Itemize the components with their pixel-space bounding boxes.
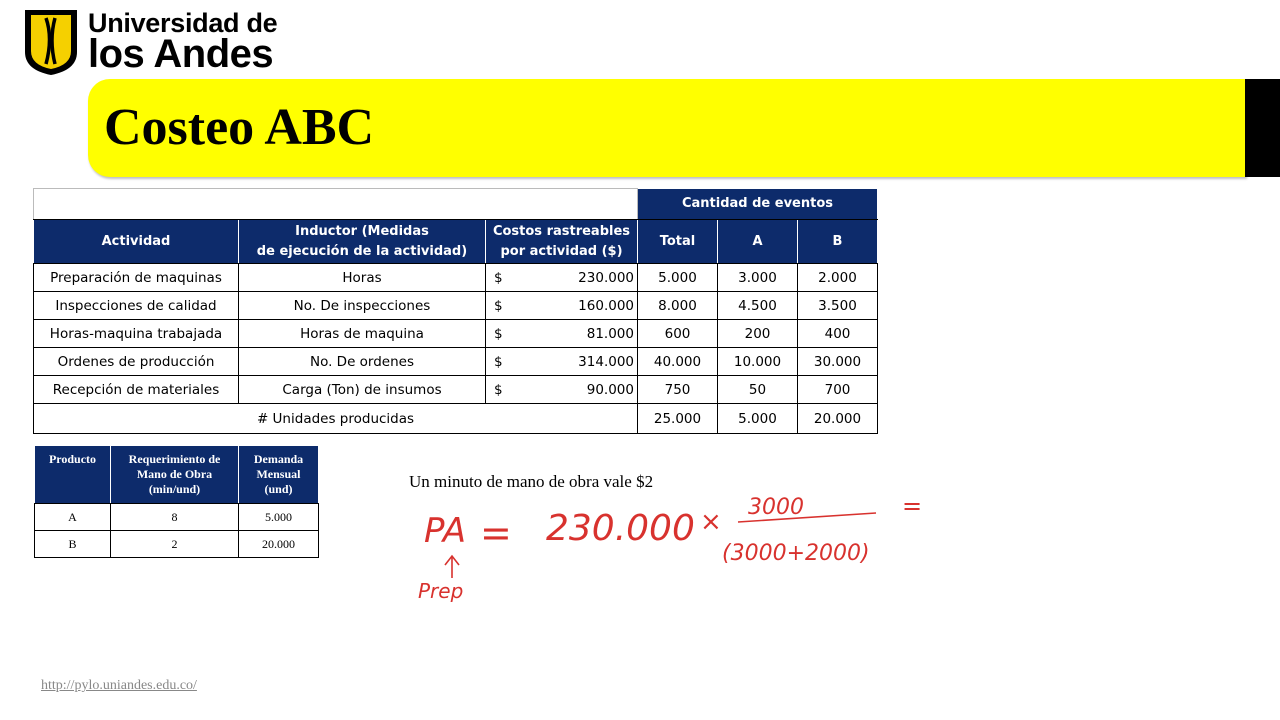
ink-lhs: PA	[424, 511, 467, 551]
col-header-b: B	[798, 220, 878, 264]
cell-actividad: Preparación de maquinas	[34, 264, 239, 292]
req-header-line-3: (min/und)	[148, 482, 201, 496]
cell-producto: B	[35, 531, 111, 558]
cell-inductor: No. De inspecciones	[239, 292, 486, 320]
cell-b: 3.500	[798, 292, 878, 320]
inductor-header-line-1: Inductor (Medidas	[295, 223, 429, 239]
cell-total: 750	[638, 376, 718, 404]
dem-header-line-3: (und)	[264, 482, 293, 496]
cell-a: 50	[718, 376, 798, 404]
logo-line-1: Universidad de	[88, 8, 278, 38]
ink-equals-2: =	[902, 492, 923, 520]
cell-inductor: Horas	[239, 264, 486, 292]
cell-producto: A	[35, 504, 111, 531]
cost-value: 230.000	[578, 269, 634, 286]
footer-url-link[interactable]: http://pylo.uniandes.edu.co/	[41, 678, 197, 693]
ink-numerator: 3000	[748, 495, 804, 520]
ink-times: ×	[700, 507, 722, 537]
cell-b: 20.000	[798, 404, 878, 434]
currency-sign: $	[494, 325, 503, 342]
cell-requerimiento: 2	[111, 531, 239, 558]
cell-total: 25.000	[638, 404, 718, 434]
dem-header-line-2: Mensual	[256, 467, 301, 481]
cell-b: 30.000	[798, 348, 878, 376]
cell-a: 200	[718, 320, 798, 348]
cell-inductor: Horas de maquina	[239, 320, 486, 348]
col-header-total: Total	[638, 220, 718, 264]
group-header-cantidad: Cantidad de eventos	[638, 189, 878, 220]
ink-arrow-up-icon	[445, 556, 459, 578]
cell-actividad: Recepción de materiales	[34, 376, 239, 404]
dem-header-line-1: Demanda	[253, 452, 304, 466]
cost-value: 314.000	[578, 353, 634, 370]
cost-value: 160.000	[578, 297, 634, 314]
logo-line-2: los Andes	[88, 32, 274, 76]
cell-actividad: Horas-maquina trabajada	[34, 320, 239, 348]
currency-sign: $	[494, 353, 503, 370]
cell-demanda: 5.000	[239, 504, 319, 531]
cell-b: 400	[798, 320, 878, 348]
currency-sign: $	[494, 269, 503, 286]
slide-title: Costeo ABC	[104, 99, 375, 156]
ink-denominator: (3000+2000)	[722, 541, 870, 566]
cost-value: 81.000	[586, 325, 634, 342]
cell-total: 5.000	[638, 264, 718, 292]
cell-requerimiento: 8	[111, 504, 239, 531]
req-header-line-1: Requerimiento de	[128, 452, 221, 466]
cell-unidades-label: # Unidades producidas	[34, 404, 638, 434]
currency-sign: $	[494, 381, 503, 398]
cell-total: 8.000	[638, 292, 718, 320]
cell-a: 4.500	[718, 292, 798, 320]
cost-value: 90.000	[586, 381, 634, 398]
cell-a: 5.000	[718, 404, 798, 434]
labor-cost-note: Un minuto de mano de obra vale $2	[409, 472, 654, 491]
costos-header-line-1: Costos rastreables	[492, 223, 631, 239]
costos-header-line-2: por actividad ($)	[500, 243, 623, 259]
cell-total: 40.000	[638, 348, 718, 376]
cell-a: 3.000	[718, 264, 798, 292]
ink-value: 230.000	[546, 508, 695, 549]
currency-sign: $	[494, 297, 503, 314]
cell-inductor: Carga (Ton) de insumos	[239, 376, 486, 404]
cell-actividad: Inspecciones de calidad	[34, 292, 239, 320]
cell-total: 600	[638, 320, 718, 348]
cell-inductor: No. De ordenes	[239, 348, 486, 376]
col-header-producto: Producto	[35, 446, 111, 504]
cell-b: 2.000	[798, 264, 878, 292]
inductor-header-line-2: de ejecución de la actividad)	[256, 243, 468, 259]
col-header-actividad: Actividad	[34, 220, 239, 264]
ink-annotation: Prep	[418, 579, 464, 603]
cell-a: 10.000	[718, 348, 798, 376]
cell-demanda: 20.000	[239, 531, 319, 558]
ink-equals: =	[480, 511, 512, 555]
req-header-line-2: Mano de Obra	[136, 467, 213, 481]
col-header-a: A	[718, 220, 798, 264]
cell-b: 700	[798, 376, 878, 404]
cell-actividad: Ordenes de producción	[34, 348, 239, 376]
